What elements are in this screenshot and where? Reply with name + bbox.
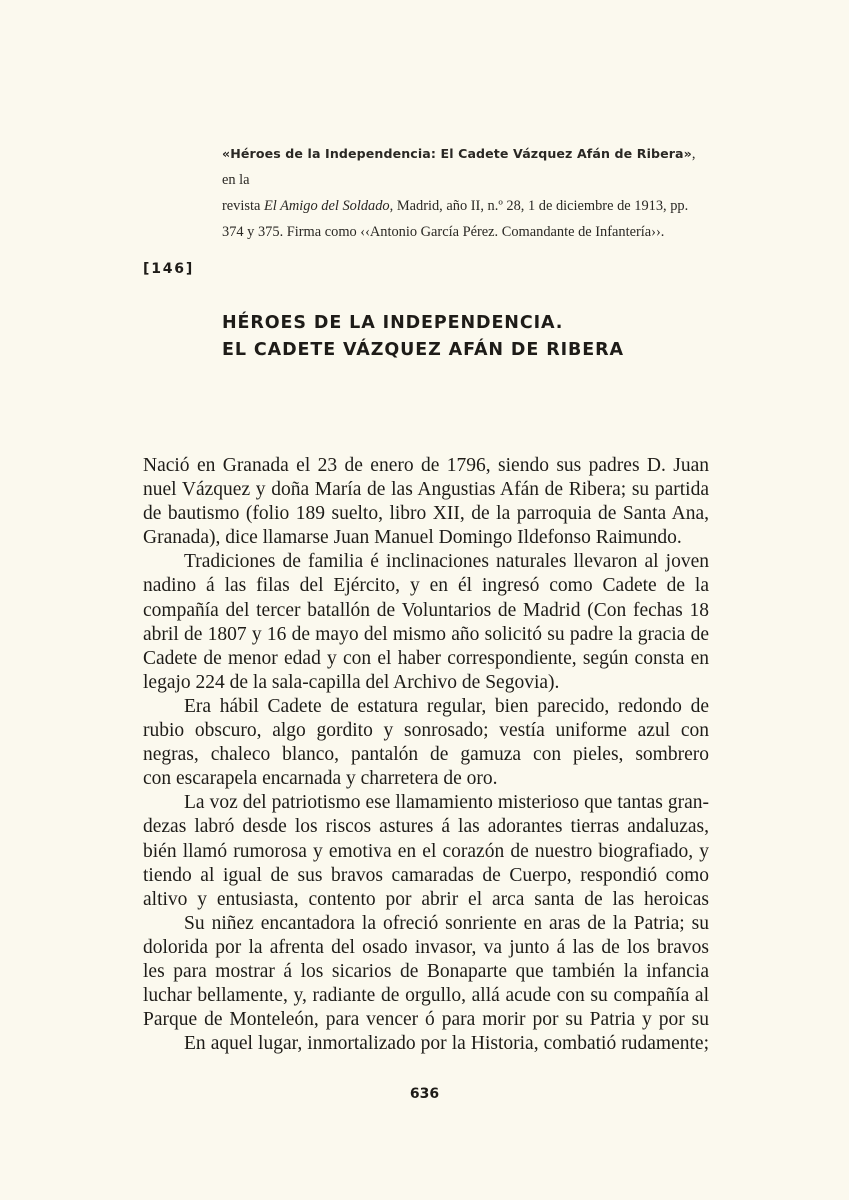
body-line: de bautismo (folio 189 suelto, libro XII, de la parroquia de Santa Ana, bbox=[143, 503, 709, 525]
body-line: dolorida por la afrenta del osado invasor, va junto á las de los bravos bbox=[143, 936, 709, 958]
body-line: Granada), dice llamarse Juan Manuel Domingo Ildefonso Raimundo. bbox=[143, 527, 682, 549]
body-line: La voz del patriotismo ese llamamiento misterioso que tantas gran- bbox=[184, 792, 709, 814]
heading-line-2: EL CADETE VÁZQUEZ AFÁN DE RIBERA bbox=[222, 340, 624, 360]
body-line: Cadete de menor edad y con el haber correspondiente, según consta en bbox=[143, 647, 709, 669]
body-line: Nació en Granada el 23 de enero de 1796, siendo sus padres D. Juan bbox=[143, 455, 709, 476]
body-line: Era hábil Cadete de estatura regular, bien parecido, redondo de bbox=[184, 695, 709, 717]
heading-line-1: HÉROES DE LA INDEPENDENCIA. bbox=[222, 313, 564, 333]
body-line: legajo 224 de la sala-capilla del Archivo de Segovia). bbox=[143, 671, 560, 693]
body-line: con escarapela encarnada y charretera de oro. bbox=[143, 768, 498, 790]
body-line: nuel Vázquez y doña María de las Angustias Afán de Ribera; su partida bbox=[143, 479, 709, 501]
source-note-line-1 bbox=[222, 141, 702, 193]
source-note-line-2 bbox=[222, 193, 702, 219]
body-text bbox=[143, 454, 709, 1056]
source-note-line-3: 374 y 375. Firma como ‹‹Antonio García Pérez. Comandante de Infantería››. bbox=[222, 224, 665, 240]
article-title: «Héroes de la Independencia: El Cadete Vázquez Afán de Ribera» bbox=[222, 146, 692, 161]
body-line: En aquel lugar, inmortalizado por la Historia, combatió rudamente; bbox=[184, 1033, 709, 1055]
body-line: Tradiciones de familia é inclinaciones naturales llevaron al joven bbox=[184, 551, 709, 573]
body-line: abril de 1807 y 16 de mayo del mismo año solicitó su padre la gracia de bbox=[143, 623, 709, 645]
body-line: dezas labró desde los riscos astures á las adorantes tierras andaluzas, bbox=[143, 816, 709, 838]
page-number: 636 bbox=[409, 1086, 440, 1102]
magazine-name: El Amigo del Soldado bbox=[263, 198, 390, 214]
source-note-line2-pre: revista bbox=[222, 198, 264, 214]
body-line: Su niñez encantadora la ofreció sonriente en aras de la Patria; su bbox=[184, 912, 709, 934]
source-note bbox=[222, 141, 702, 245]
body-line: rubio obscuro, algo gordito y sonrosado; vestía uniforme azul con bbox=[143, 720, 709, 742]
document-number: [146] bbox=[143, 261, 195, 277]
source-note-line2-post: , Madrid, año II, n.º 28, 1 de diciembre de 1913, pp. bbox=[389, 198, 689, 214]
body-line: altivo y entusiasta, contento por abrir el arca santa de las heroicas bbox=[143, 888, 709, 910]
body-line: compañía del tercer batallón de Voluntarios de Madrid (Con fechas 18 bbox=[143, 599, 709, 621]
body-line: bién llamó rumorosa y emotiva en el corazón de nuestro biografiado, y bbox=[143, 840, 709, 862]
body-line: Parque de Monteleón, para vencer ó para morir por su Patria y por su bbox=[143, 1009, 709, 1031]
body-line: negras, chaleco blanco, pantalón de gamuza con pieles, sombrero bbox=[143, 744, 709, 766]
chapter-heading bbox=[222, 310, 624, 364]
body-line: luchar bellamente, y, radiante de orgullo, allá acude con su compañía al bbox=[143, 985, 709, 1007]
source-note-after-title: , en la bbox=[222, 146, 696, 188]
body-line: nadino á las filas del Ejército, y en él ingresó como Cadete de la bbox=[143, 575, 709, 597]
body-line: tiendo al igual de sus bravos camaradas de Cuerpo, respondió como bbox=[143, 864, 709, 886]
body-line: les para mostrar á los sicarios de Bonaparte que también la infancia bbox=[143, 960, 709, 982]
